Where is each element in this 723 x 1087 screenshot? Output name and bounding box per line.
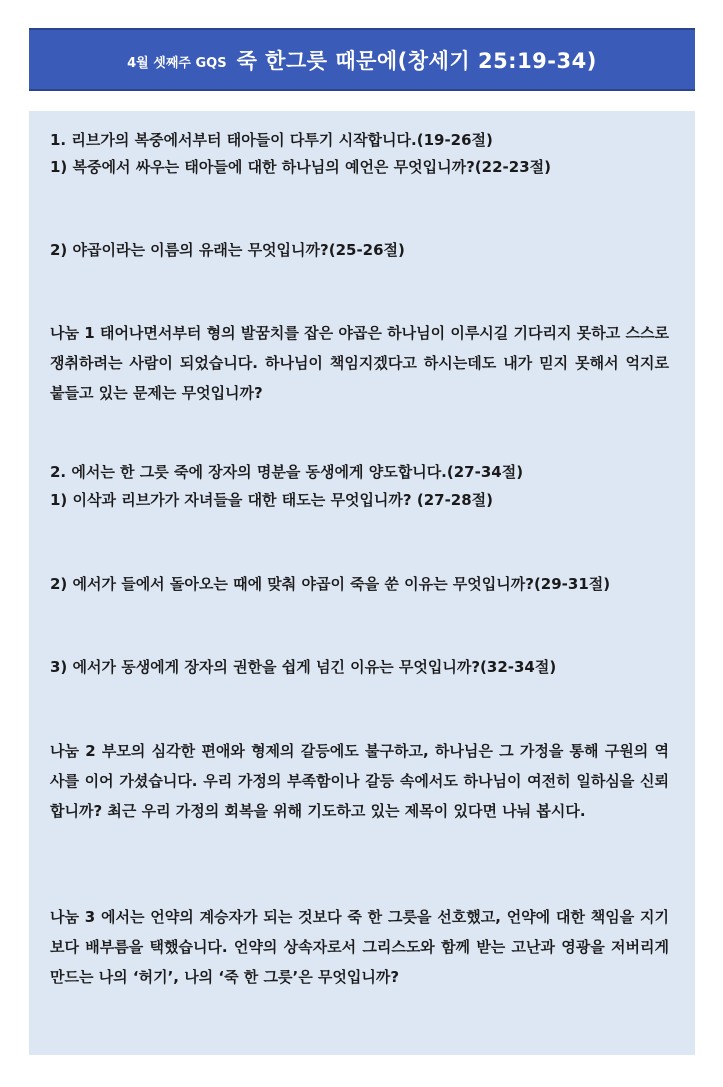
week-label: 4월 셋째주 GQS (127, 56, 227, 71)
page-title: 죽 한그릇 때문에(창세기 25:19-34) (236, 48, 597, 73)
question-1-1: 1) 복중에서 싸우는 태아들에 대한 하나님의 예언은 무엇입니까?(22-23절) (50, 158, 551, 176)
section-2-heading: 2. 에서는 한 그릇 죽에 장자의 명분을 동생에게 양도합니다.(27-34절) (50, 463, 524, 481)
title-banner (29, 28, 695, 91)
sharing-2: 나눔 2 부모의 심각한 편애와 형제의 갈등에도 불구하고, 하나님은 그 가정을 통해 구원의 역사를 이어 가셨습니다. 우리 가정의 부족함이나 갈등 속에서도 하나님이 여전히 일하심을 신뢰합니까? 최근 우리 가정의 회복을 위해 기도하고 있는 제목이 있다면 나눠 봅시다. (50, 742, 669, 820)
question-2-3: 3) 에서가 동생에게 장자의 권한을 쉽게 넘긴 이유는 무엇입니까?(32-34절) (50, 658, 557, 676)
sharing-1: 나눔 1 태어나면서부터 형의 발꿈치를 잡은 야곱은 하나님이 이루시길 기다리지 못하고 스스로 쟁취하려는 사람이 되었습니다. 하나님이 책임지겠다고 하시는데도 내가 믿지 못해서 억지로 붙들고 있는 문제는 무엇입니까? (50, 324, 669, 402)
sharing-3: 나눔 3 에서는 언약의 계승자가 되는 것보다 죽 한 그릇을 선호했고, 언약에 대한 책임을 지기보다 배부름을 택했습니다. 언약의 상속자로서 그리스도와 함께 받는 고난과 영광을 저버리게 만드는 나의 ‘허기’, 나의 ‘죽 한 그릇’은 무엇입니까? (50, 908, 669, 986)
question-2-2: 2) 에서가 들에서 돌아오는 때에 맞춰 야곱이 죽을 쑨 이유는 무엇입니까?(29-31절) (50, 575, 611, 593)
question-2-1: 1) 이삭과 리브가가 자녀들을 대한 태도는 무엇입니까? (27-28절) (50, 491, 494, 509)
question-panel (29, 111, 695, 1055)
question-1-2: 2) 야곱이라는 이름의 유래는 무엇입니까?(25-26절) (50, 241, 405, 259)
section-1-heading: 1. 리브가의 복중에서부터 태아들이 다투기 시작합니다.(19-26절) (50, 131, 493, 149)
